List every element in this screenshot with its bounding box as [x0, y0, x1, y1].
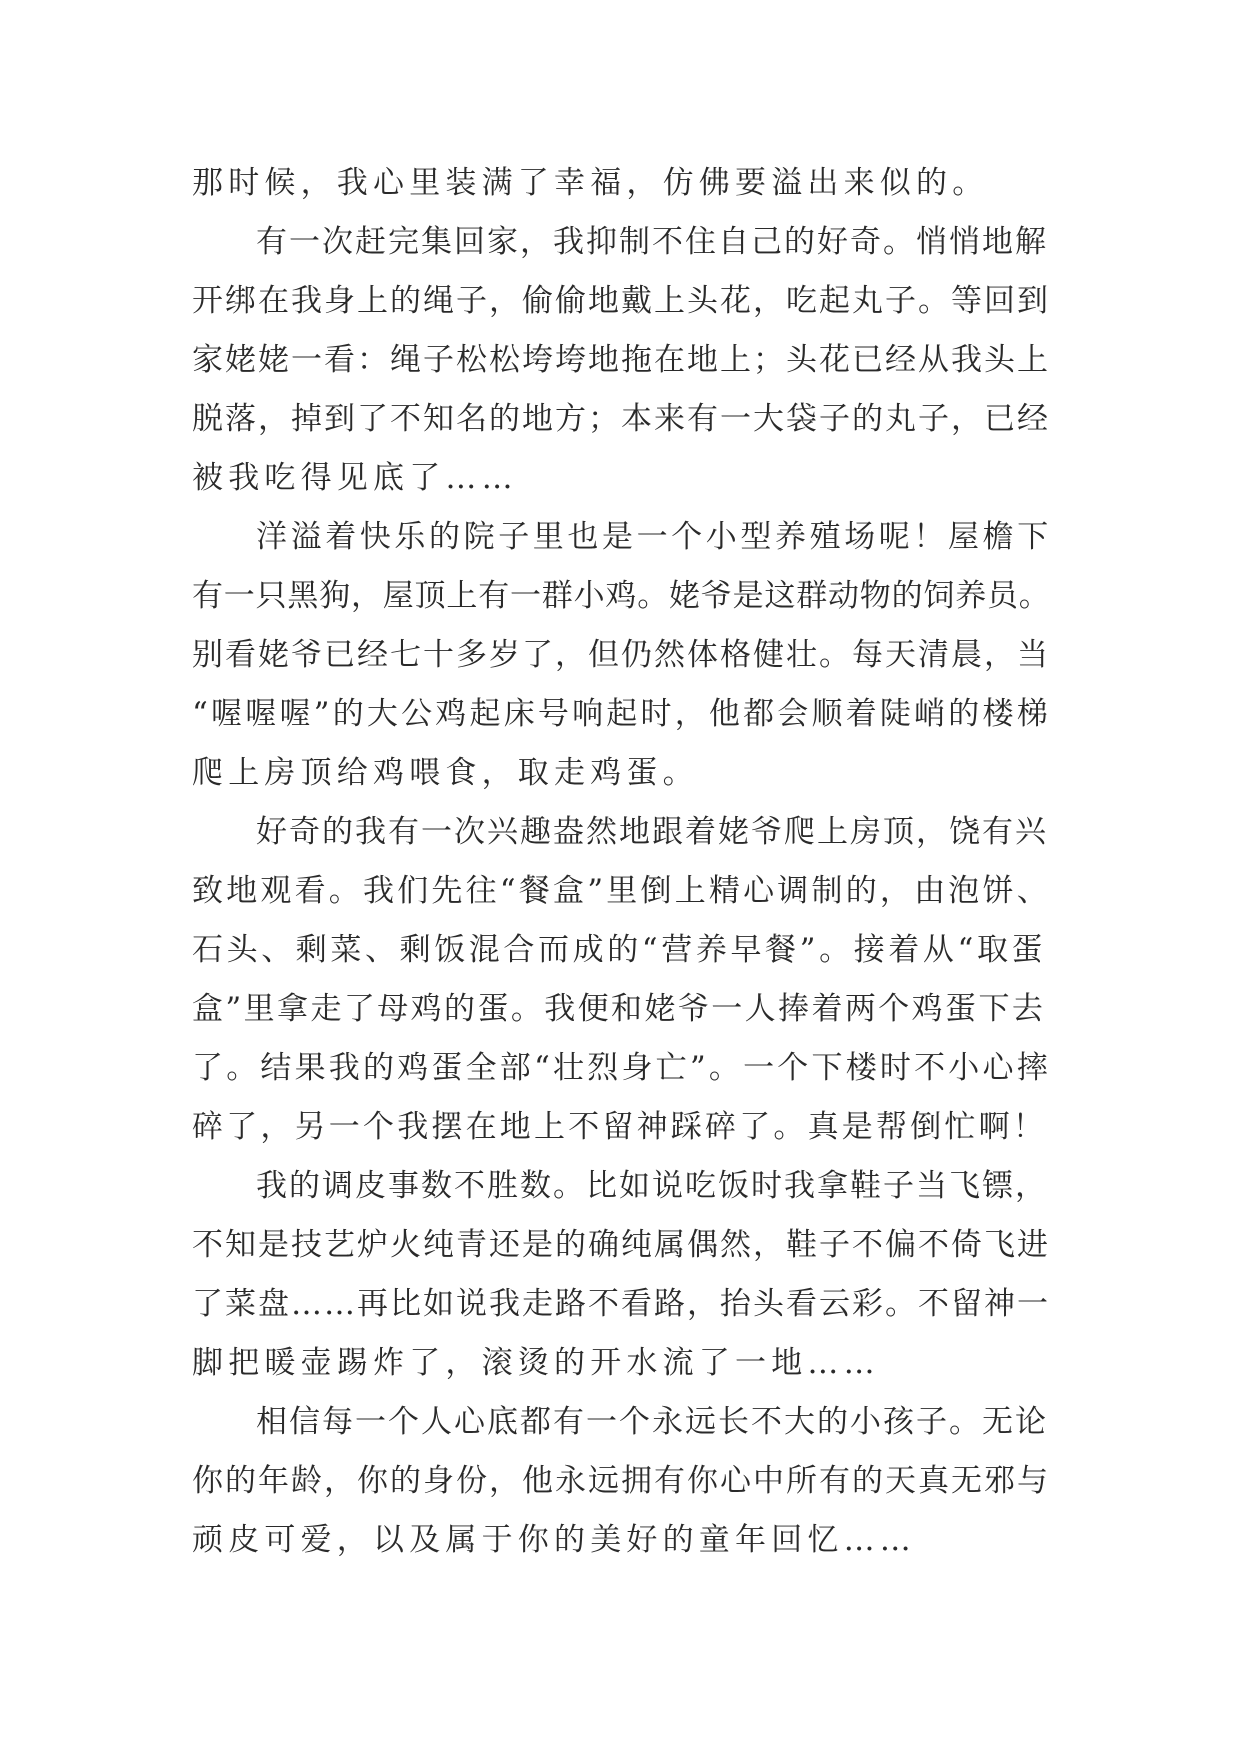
paragraph-first-line: 相信每一个人心底都有一个永远长不大的小孩子。无论	[256, 1404, 1048, 1440]
paragraph-first-line: 有一次赶完集回家，我抑制不住自己的好奇。悄悄地解	[256, 224, 1048, 260]
text-line: 碎了，另一个我摆在地上不留神踩碎了。真是帮倒忙啊！	[192, 1109, 1047, 1145]
paragraph-first-line: 我的调皮事数不胜数。比如说吃饭时我拿鞋子当飞镖，	[256, 1168, 1048, 1204]
text-line: 开绑在我身上的绳子，偷偷地戴上头花，吃起丸子。等回到	[192, 283, 1050, 319]
text-line: 不知是技艺炉火纯青还是的确纯属偶然，鞋子不偏不倚飞进	[192, 1227, 1050, 1263]
text-line: 被我吃得见底了……	[192, 460, 518, 496]
text-line: 那时候，我心里装满了幸福，仿佛要溢出来似的。	[192, 165, 989, 201]
paragraph-first-line: 洋溢着快乐的院子里也是一个小型养殖场呢！屋檐下	[256, 519, 1052, 555]
text-line: 家姥姥一看：绳子松松垮垮地拖在地上；头花已经从我头上	[192, 342, 1050, 378]
text-line: 致地观看。我们先往“餐盒”里倒上精心调制的，由泡饼、	[192, 873, 1051, 909]
text-line: 脚把暖壶踢炸了，滚烫的开水流了一地……	[192, 1345, 880, 1381]
text-line: 爬上房顶给鸡喂食，取走鸡蛋。	[192, 755, 699, 791]
text-line: 你的年龄，你的身份，他永远拥有你心中所有的天真无邪与	[192, 1463, 1050, 1499]
text-line: 了。结果我的鸡蛋全部“壮烈身亡”。一个下楼时不小心摔	[192, 1050, 1051, 1086]
document-body	[192, 154, 1052, 1570]
text-line: “喔喔喔”的大公鸡起床号响起时，他都会顺着陡峭的楼梯	[192, 696, 1051, 732]
text-line: 别看姥爷已经七十多岁了，但仍然体格健壮。每天清晨，当	[192, 637, 1050, 673]
text-line: 脱落，掉到了不知名的地方；本来有一大袋子的丸子，已经	[192, 401, 1050, 437]
text-line: 盒”里拿走了母鸡的蛋。我便和姥爷一人捧着两个鸡蛋下去	[192, 991, 1046, 1027]
text-line: 石头、剩菜、剩饭混合而成的“营养早餐”。接着从“取蛋	[192, 932, 1047, 968]
paragraph-first-line: 好奇的我有一次兴趣盎然地跟着姥爷爬上房顶，饶有兴	[256, 814, 1048, 850]
text-line: 顽皮可爱，以及属于你的美好的童年回忆……	[192, 1522, 916, 1558]
text-line: 了菜盘……再比如说我走路不看路，抬头看云彩。不留神一	[192, 1286, 1050, 1322]
text-line: 有一只黑狗，屋顶上有一群小鸡。姥爷是这群动物的饲养员。	[192, 578, 1051, 614]
